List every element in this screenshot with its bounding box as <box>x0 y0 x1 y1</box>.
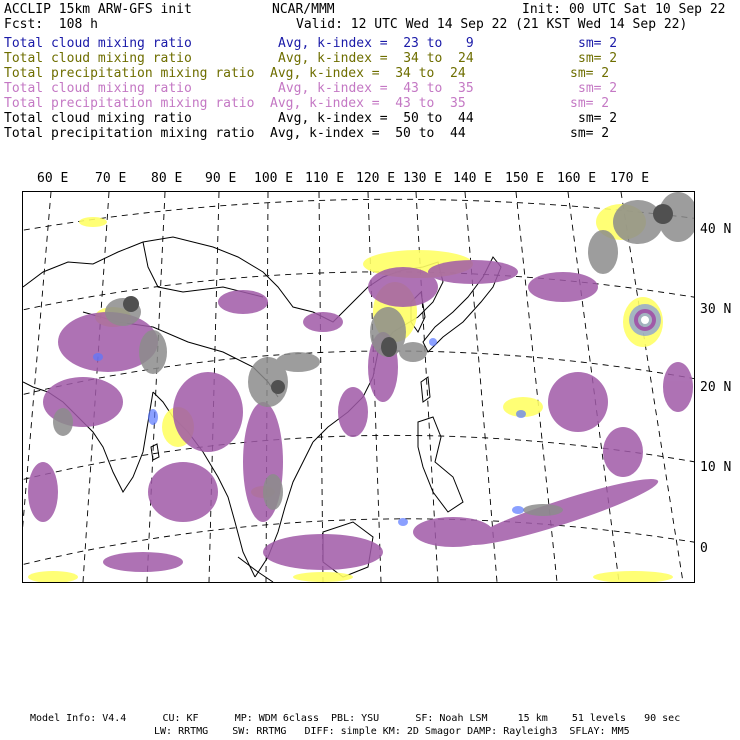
field-name: Total cloud mixing ratio <box>4 81 192 96</box>
field-avg: Avg, k-index = 50 to 44 <box>278 111 474 126</box>
lon-label: 110 E <box>305 171 345 186</box>
field-name: Total precipitation mixing ratio <box>4 66 255 81</box>
lon-label: 70 E <box>95 171 127 186</box>
field-name: Total cloud mixing ratio <box>4 111 192 126</box>
lon-label: 90 E <box>205 171 237 186</box>
typhoon-eye <box>629 304 661 336</box>
field-name: Total precipitation mixing ratio <box>4 126 255 141</box>
field-sm: sm= 2 <box>578 51 618 66</box>
field-sm: sm= 2 <box>570 126 610 141</box>
lon-label: 160 E <box>557 171 597 186</box>
field-avg: Avg, k-index = 50 to 44 <box>270 126 466 141</box>
lat-label: 10 N <box>700 460 732 475</box>
field-avg: Avg, k-index = 43 to 35 <box>270 96 466 111</box>
lat-label: 0 <box>700 541 708 556</box>
field-sm: sm= 2 <box>578 111 618 126</box>
lat-label: 20 N <box>700 380 732 395</box>
field-sm: sm= 2 <box>570 96 610 111</box>
model-info-line2: LW: RRTMG SW: RRTMG DIFF: simple KM: 2D Smagor DAMP: Rayleigh3 SFLAY: MM5 <box>154 726 630 737</box>
field-sm: sm= 2 <box>570 66 610 81</box>
lon-label: 80 E <box>151 171 183 186</box>
field-name: Total cloud mixing ratio <box>4 51 192 66</box>
map-panel <box>22 191 695 583</box>
field-avg: Avg, k-index = 34 to 24 <box>278 51 474 66</box>
lon-label: 100 E <box>254 171 294 186</box>
lat-label: 40 N <box>700 222 732 237</box>
field-avg: Avg, k-index = 43 to 35 <box>278 81 474 96</box>
lon-label: 140 E <box>453 171 493 186</box>
init-time: Init: 00 UTC Sat 10 Sep 22 <box>522 2 726 17</box>
model-title: ACCLIP 15km ARW-GFS init <box>4 2 192 17</box>
institution-label: NCAR/MMM <box>272 2 335 17</box>
field-name: Total cloud mixing ratio <box>4 36 192 51</box>
field-avg: Avg, k-index = 34 to 24 <box>270 66 466 81</box>
lon-label: 170 E <box>610 171 650 186</box>
valid-time: Valid: 12 UTC Wed 14 Sep 22 (21 KST Wed 14 Sep 22) <box>296 17 688 32</box>
lat-label: 30 N <box>700 302 732 317</box>
field-name: Total precipitation mixing ratio <box>4 96 255 111</box>
lon-label: 120 E <box>356 171 396 186</box>
model-info-line1: Model Info: V4.4 CU: KF MP: WDM 6class PBL: YSU SF: Noah LSM 15 km 51 levels 90 sec <box>30 713 681 724</box>
field-avg: Avg, k-index = 23 to 9 <box>278 36 474 51</box>
forecast-hour: Fcst: 108 h <box>4 17 98 32</box>
field-sm: sm= 2 <box>578 81 618 96</box>
map-svg <box>23 192 694 582</box>
lon-label: 60 E <box>37 171 69 186</box>
lon-label: 150 E <box>505 171 545 186</box>
field-sm: sm= 2 <box>578 36 618 51</box>
lon-label: 130 E <box>403 171 443 186</box>
